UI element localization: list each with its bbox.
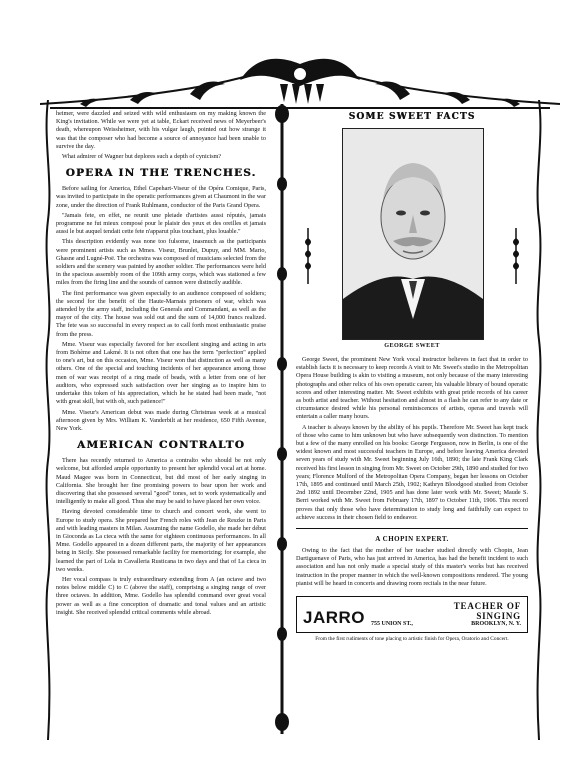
ad-right-block — [419, 601, 521, 628]
left-border-vine — [41, 100, 55, 740]
facts-section-title: SOME SWEET FACTS — [348, 112, 476, 122]
portrait-block — [296, 128, 528, 356]
opera-paragraph: Mme. Viseur's American debut was made during Christmas week at a musical afternoon given by Mrs. William K. Vanderbilt at her residence, 650 Fifth Avenue, New York. — [56, 408, 266, 432]
george-sweet-portrait — [342, 128, 484, 340]
intro-paragraph: What admirer of Wagner but deplores such a depth of cynicism? — [62, 153, 222, 161]
facts-paragraph: George Sweet, the prominent New York vocal instructor believes in fact that in order to establish facts it is necessary to keep records A visit to Mr. Sweet's studio in the Metropolitan Opera House building is akin to visiting a museum, not only because of the many interesting photographs and other relics of his own operatic career, his valuable library of bound operatic scores and other interesting matter. Mr. Sweet exhibits with great pride records of his career as both artist and teacher. Without hesitation and almost in a flash he can refer to any date or circumstance desired while his personal reminiscences of artists, operas and travels will entertain a caller many hours. — [296, 356, 528, 421]
contralto-section-title: AMERICAN CONTRALTO — [76, 439, 246, 452]
ad-logo: JARRO — [303, 608, 366, 628]
column-divider-ornament — [273, 104, 291, 734]
ad-street: 755 UNION ST., — [371, 621, 413, 628]
opera-paragraph: This description evidently was none too fulsome, inasmuch as the participants were prominent artists such as Mmes. Viseur, Brunlet, Dupuy, and MM. Mario, Ghasne and Lugné-Poë. The orchestra was composed of musicians selected from the soldiers and the scenery was painted by another soldier. The performances were held in the spacious assembly room of the 109th army corps, which was stationed a few miles from the firing line and the sounds of cannon were distinctly audible. — [56, 238, 266, 287]
opera-paragraph: Before sailing for America, Ethel Capehart-Viseur of the Opéra Comique, Paris, was invited to participate in the operatic performances given at Chaumont in the war zone, under the direction of Frank Ruhlmann, conductor of the Paris Grand Opera. — [56, 185, 266, 209]
intro-paragraph: heimer, were dazzled and seized with wild enthusiasm on my making known the King's invitation. While we were yet at table, Eckart received news of Meyerbeer's death, whereupon Weissheimer, with his vulgar laugh, pointed out how strange it was that the composer who had become a source of annoyance had been unable to survive the day. — [56, 110, 266, 150]
opera-paragraph: "Jamais fete, en effet, ne reunit une pleiade d'artistes aussi réputés, jamais programme ne fut mieux composé pour le plaisir des yeux et des oreilles et jamais aussi le but auquel tendait cette fete n'apparut plus touchant, plus louable." — [56, 211, 266, 236]
facts-paragraph: A teacher is always known by the ability of his pupils. Therefore Mr. Sweet has kept track of those who came to him unknown but who have subsequently won distinction. To mention but a few of the many enrolled on his books: George Fergusson, now in Berlin, is one of the widest known and most successful teachers in Europe, and before leaving America devoted seven years of study with Mr. Sweet beginning July 16th, 1890; the late Frank King Clark received his first lesson in singing from Mr. Sweet on October 29th, 1890 and studied for two years; Florence Mulford of the Metropolitan Opera Company, began her lessons on October 17th, 1895 and continued until March 25th, 1902; Kathryn Bloodgood studied from October 2nd 1892 until December 22nd, 1905 and has done later work with Mr. Sweet; Maude S. Berri worked with Mr. Sweet from February 17th, 1897 to October 11th, 1906. This record proves that only those who have determination to study long and faithfully can expect to achieve success in their chosen field to endeavor. — [296, 423, 528, 521]
ornamental-header — [40, 58, 560, 110]
contralto-paragraph: Her vocal compass is truly extraordinary extending from A (an octave and two notes below middle C) to C (above the staff), comprising a singing range of over three octaves. In addition, Mme. Godello has splendid command over great vocal power as well as a fine conception of dramatic and tonal values and an artistic insight. She received splendid critical comments while abroad. — [56, 575, 266, 616]
contralto-paragraph: Having devoted considerable time to church and concert work, she went to Europe to study opera. She prepared her French roles with Jean de Reszke in Paris and with leading masters in Milan. Assuming the name Godello, she made her début in Gioconda as La cieca with the same for eighteen continuous performances. In all Mme. Godello appeared in a dozen different parts, the majority of her appearances being in Sicily. She possessed remarkable facility for memorizing; for example, she learned the part of Lola in Cavalleria Rusticana in two days and that of La cieca in two weeks. — [56, 508, 266, 573]
right-flourish-ornament — [510, 228, 522, 284]
ad-title: TEACHER OF SINGING — [453, 601, 521, 622]
portrait-caption: GEORGE SWEET — [384, 342, 440, 349]
section-divider — [296, 528, 528, 529]
opera-paragraph: Mme. Viseur was especially favored for her excellent singing and acting in arts from Bohème and Lakmé. It is not often that one has the term "perfection" applied to one's art, but on this occasion, Mme. Viseur won that distinction as well as many others. One of the special and touching incidents of her appearance among those men of war was receipt of a ring made of beads, with a letter from one of her auditors, who expressed such satisfaction over her singing as to inspire him to undertake this token of his appreciation, which he he stated had been made, "not with great skill, but with oh, such patience!" — [56, 340, 266, 406]
opera-section-title: OPERA IN THE TRENCHES. — [65, 167, 257, 180]
ad-tagline: From the first rudiments of tone placing to artistic finish for Opera, Oratorio and Concert. — [315, 636, 509, 643]
chopin-paragraph: Owing to the fact that the mother of her teacher studied directly with Chopin, Jean Dartiguenave of Paris, who has just arrived in America, has had the benefit incident to such association and has not only made a special study of this master's works but has received instruction in the proper manner in which the well-known compositions rendered. The young pianist will be heard in concerts and drawing room recitals in the near future. — [296, 547, 528, 587]
left-column — [56, 110, 266, 619]
contralto-paragraph: There has recently returned to America a contralto who should be not only welcome, but afforded ample opportunity to present her splendid vocal art at home. Maud Magee was born in Connecticut, but did most of her early singing in California. She brought her fine promising powers to bear upon her work and discovering that she possessed several "good" tones, set to work systematically and intelligently to make all good. Thus she may be said to have placed her own voice. — [56, 457, 266, 506]
left-flourish-ornament — [302, 228, 314, 284]
opera-paragraph: The first performance was given especially to an audience composed of soldiers; the second for the benefit of the Haute-Marnais prisoners of war, which was attended by the army staff, including the Generals and Commandant, as well as the mayor of the city. The house was sold out and the sum of 14,000 francs realized. The fete was so successful in every respect as to call forth most enthusiastic praise from the press. — [56, 289, 266, 338]
ad-city: BROOKLYN, N. Y. — [471, 621, 521, 628]
jarro-advertisement — [296, 596, 528, 633]
right-column — [296, 110, 528, 642]
right-border-vine — [532, 100, 546, 740]
chopin-section-title: A CHOPIN EXPERT. — [375, 535, 449, 544]
